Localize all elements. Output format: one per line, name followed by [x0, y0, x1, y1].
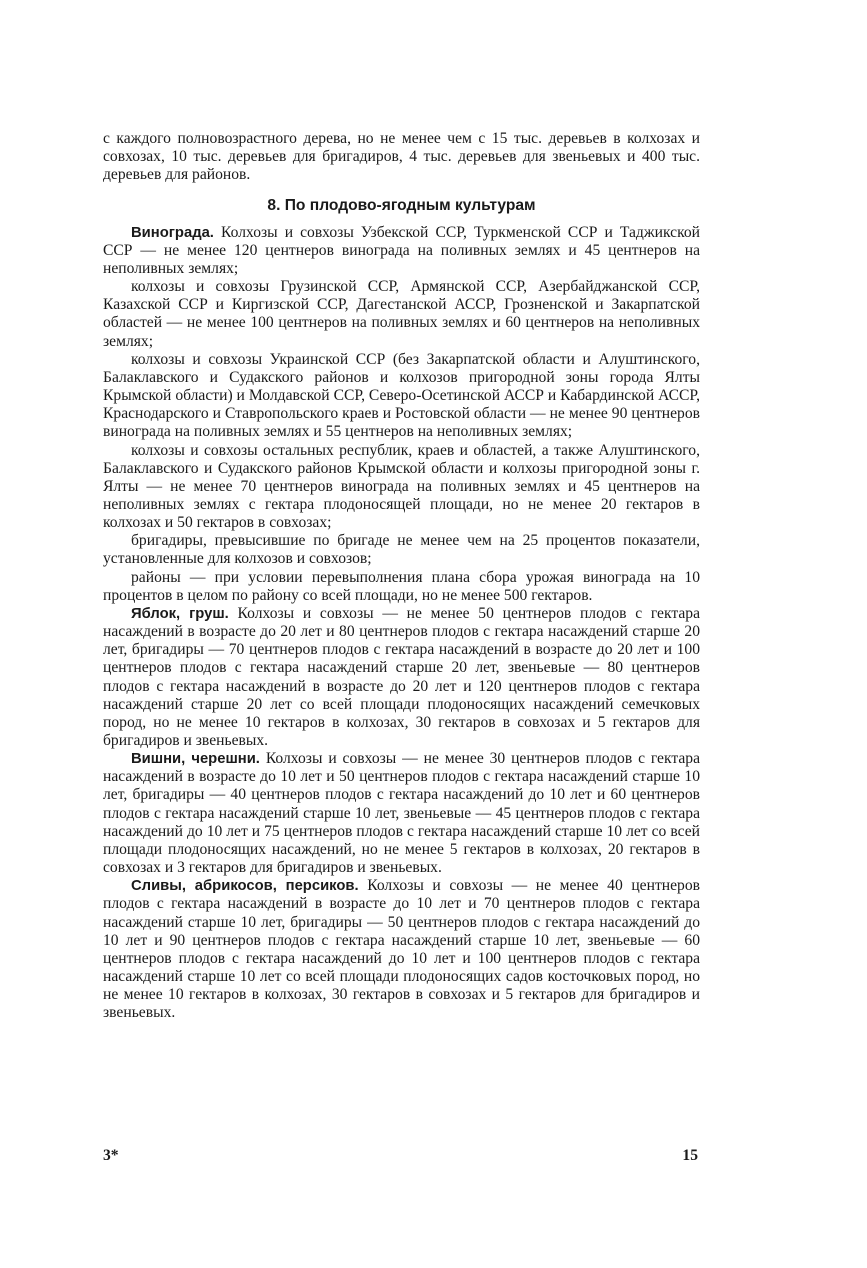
grapes-paragraph-1: [103, 224, 700, 278]
grapes-text-1: Колхозы и совхозы Узбекской ССР, Туркменской ССР и Таджикской ССР — не менее 120 центнеров винограда на поливных землях и 45 центнеров на неполивных землях;: [103, 223, 701, 277]
grapes-title: Винограда.: [131, 224, 214, 241]
grapes-paragraph-2: колхозы и совхозы Грузинской ССР, Армянской ССР, Азербайджанской ССР, Казахской ССР и Киргизской ССР, Дагестанской АССР, Грозненской и Закарпатской областей — не менее 100 центнеров на поливных землях и 60 центнеров на неполивных землях;: [103, 278, 700, 350]
signature-mark: 3*: [103, 1147, 119, 1164]
cherries-paragraph: [103, 750, 700, 877]
page-body: [103, 130, 700, 1023]
plums-text: Колхозы и совхозы — не менее 40 центнеров плодов с гектара насаждений в возрасте до 10 лет и 70 центнеров плодов с гектара насаждений старше 10 лет, бригадиры — 50 центнеров плодов с гектара насаждений до 10 лет и 90 центнеров плодов с гектара насаждений старше 10 лет, звеньевые — 60 центнеров плодов с гектара насаждений до 10 лет и 100 центнеров плодов с гектара насаждений старше 10 лет со всей площади плодоносящих садов косточковых пород, но не менее 10 гектаров в колхозах, 30 гектаров в совхозах и 5 гектаров для бригадиров и звеньевых.: [103, 877, 700, 1022]
grapes-paragraph-5: бригадиры, превысившие по бригаде не менее чем на 25 процентов показатели, установленные для колхозов и совхозов;: [103, 532, 700, 568]
section-heading: 8. По плодово-ягодным культурам: [267, 197, 536, 215]
page-number: 15: [682, 1147, 698, 1164]
plums-title: Сливы, абрикосов, персиков.: [131, 878, 359, 895]
apples-title: Яблок, груш.: [131, 605, 229, 622]
grapes-paragraph-4: колхозы и совхозы остальных республик, краев и областей, а также Алуштинского, Балаклавского и Судакского районов Крымской области и колхозы пригородной зоны г. Ялты — не менее 70 центнеров винограда на поливных землях и 45 центнеров на неполивных землях с гектара плодоносящей площади, но не менее 20 гектаров в колхозах и 50 гектаров в совхозах;: [103, 441, 700, 532]
plums-paragraph: [103, 877, 700, 1022]
cherries-title: Вишни, черешни.: [131, 751, 260, 768]
grapes-paragraph-3: колхозы и совхозы Украинской ССР (без Закарпатской области и Алуштинского, Балаклавского и Судакского районов и колхозов пригородной зоны города Ялты Крымской области) и Молдавской ССР, Северо-Осетинской АССР и Кабардинской АССР, Краснодарского и Ставропольского краев и Ростовской области — не менее 90 центнеров винограда на поливных землях и 55 центнеров на неполивных землях;: [103, 350, 700, 441]
grapes-paragraph-6: районы — при условии перевыполнения плана сбора урожая винограда на 10 процентов в целом по району со всей площади, но не менее 500 гектаров.: [103, 568, 700, 604]
apples-paragraph: [103, 605, 700, 750]
intro-paragraph: с каждого полновозрастного дерева, но не менее чем с 15 тыс. деревьев в колхозах и совхозах, 10 тыс. деревьев для бригадиров, 4 тыс. деревьев для звеньевых и 400 тыс. деревьев для районов.: [103, 130, 700, 184]
cherries-text: Колхозы и совхозы — не менее 30 центнеров плодов с гектара насаждений в возрасте до 10 лет и 50 центнеров плодов с гектара насаждений старше 10 лет, бригадиры — 40 центнеров плодов с гектара насаждений до 10 лет и 60 центнеров плодов с гектара насаждений старше 10 лет, звеньевые — 45 центнеров плодов с гектара насаждений до 10 лет и 75 центнеров плодов с гектара насаждений старше 10 лет со всей площади плодоносящих насаждений, но не менее 5 гектаров в колхозах, 20 гектаров в совхозах и 3 гектаров для бригадиров и звеньевых.: [103, 750, 700, 877]
apples-text: Колхозы и совхозы — не менее 50 центнеров плодов с гектара насаждений в возрасте до 20 лет и 80 центнеров плодов с гектара насаждений старше 20 лет, бригадиры — 70 центнеров плодов с гектара насаждений в возрасте до 20 лет и 100 центнеров плодов с гектара насаждений старше 20 лет, звеньевые — 80 центнеров плодов с гектара насаждений в возрасте до 20 лет и 120 центнеров плодов с гектара насаждений старше 20 лет со всей площади плодоносящих насаждений семечковых пород, но не менее 10 гектаров в колхозах, 30 гектаров в совхозах и 5 гектаров для бригадиров и звеньевых.: [103, 604, 700, 749]
